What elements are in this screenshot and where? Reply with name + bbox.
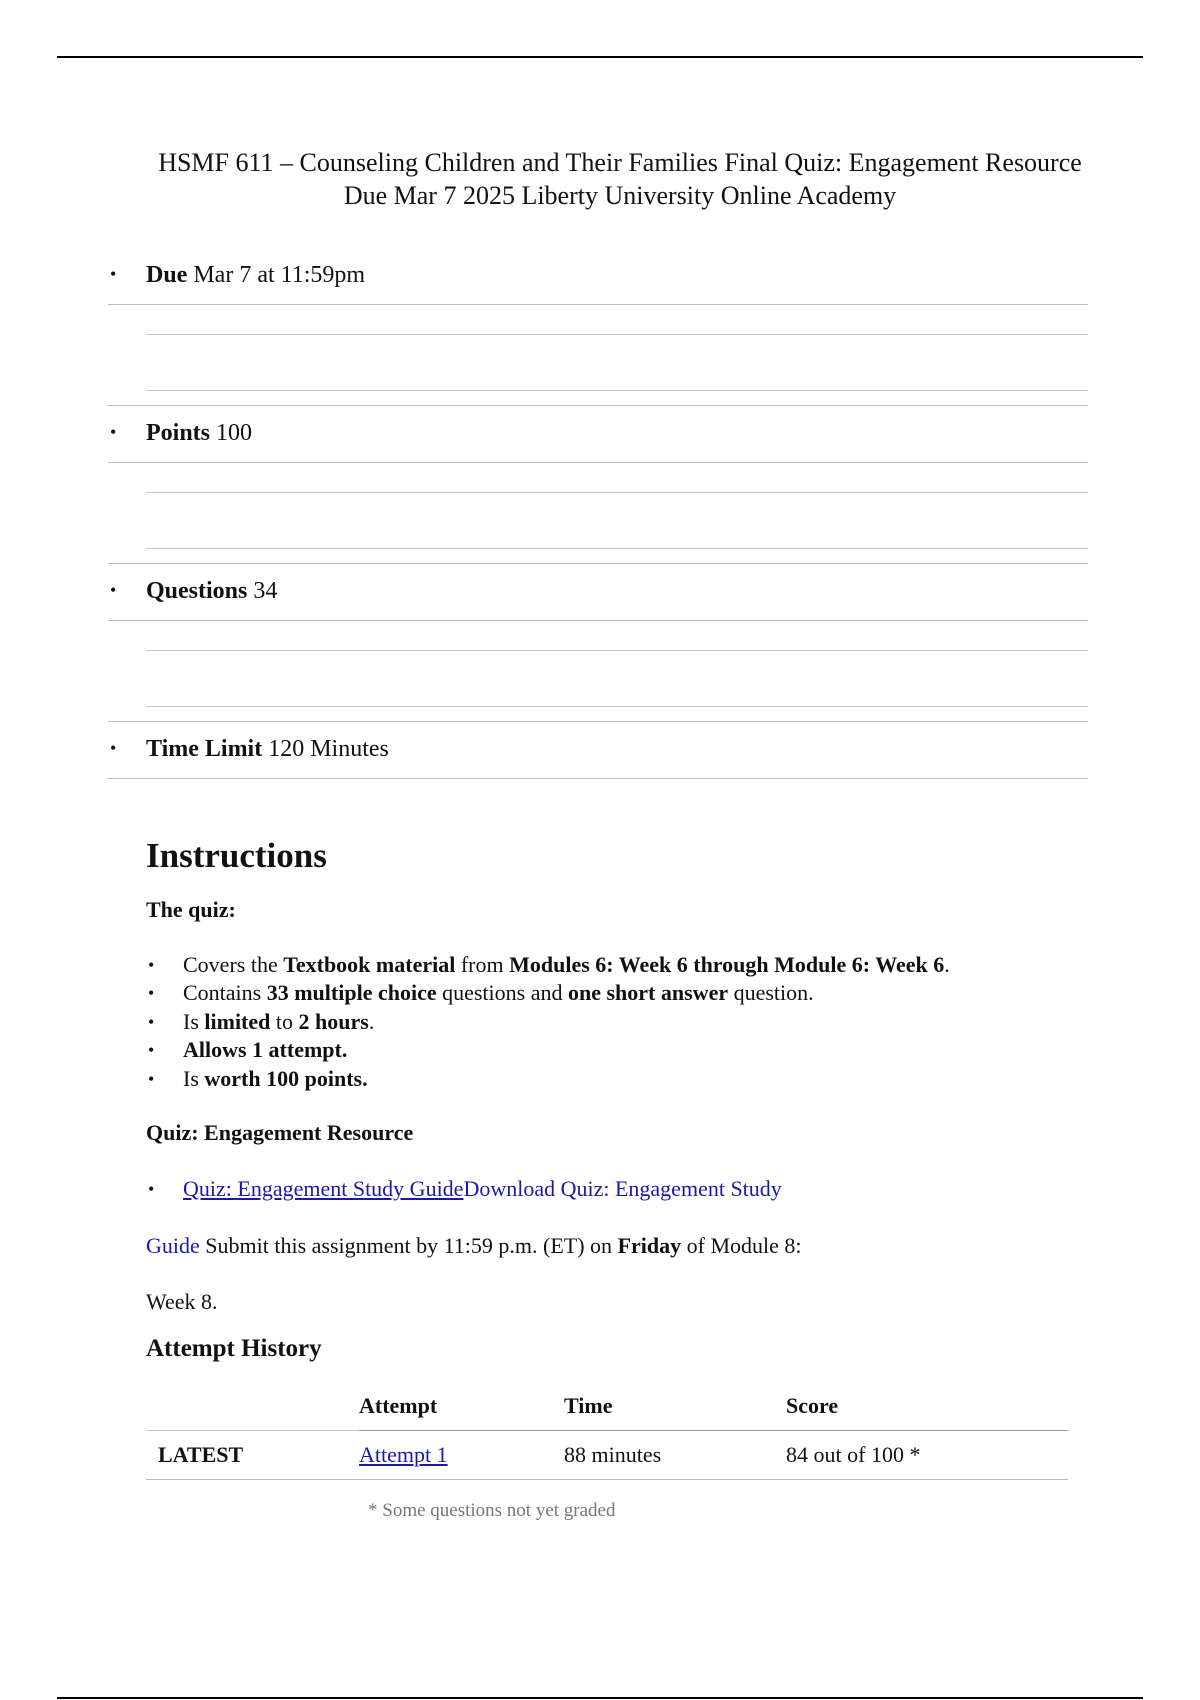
meta-value: 34 — [253, 578, 278, 604]
top-page-rule — [57, 56, 1143, 58]
list-item: • Covers the Textbook material from Modules 6: Week 6 through Module 6: Week 6. — [146, 951, 1096, 979]
col-header-time: Time — [564, 1382, 786, 1431]
meta-row-time-limit — [108, 722, 1088, 779]
meta-value: 100 — [216, 420, 253, 446]
download-study-guide-link-cont[interactable]: Guide — [146, 1233, 200, 1258]
list-item: • Is worth 100 points. — [146, 1065, 1096, 1093]
attempt-time: 88 minutes — [564, 1431, 786, 1480]
col-header-attempt: Attempt — [359, 1382, 564, 1431]
meta-row-questions — [108, 564, 1088, 621]
bullet-icon: • — [110, 580, 117, 600]
meta-spacer — [108, 305, 1088, 406]
table-row — [146, 1431, 1068, 1480]
quiz-rules-list — [146, 951, 1096, 1093]
instructions-section — [146, 836, 1096, 876]
resource-list — [146, 1175, 1096, 1203]
resource-heading: Quiz: Engagement Resource — [146, 1120, 414, 1145]
attempt-1-link[interactable]: Attempt 1 — [359, 1442, 448, 1467]
grading-footnote: * Some questions not yet graded — [368, 1500, 616, 1521]
study-guide-link[interactable]: Quiz: Engagement Study Guide — [183, 1176, 464, 1201]
attempt-status: LATEST — [146, 1431, 359, 1480]
bullet-icon: • — [110, 264, 117, 284]
bullet-icon: • — [110, 738, 117, 758]
meta-label: Questions — [146, 578, 248, 604]
quiz-intro: The quiz: — [146, 897, 236, 922]
meta-label: Time Limit — [146, 736, 263, 762]
download-study-guide-link[interactable]: Download Quiz: Engagement Study — [463, 1176, 782, 1201]
list-item: • Allows 1 attempt. — [146, 1036, 1096, 1064]
submit-instructions: Guide Submit this assignment by 11:59 p.m. (ET) on Friday of Module 8: — [146, 1233, 802, 1258]
meta-spacer — [108, 621, 1088, 722]
quiz-details-list — [108, 248, 1088, 779]
meta-value: 120 Minutes — [268, 736, 389, 762]
title-line-2: Due Mar 7 2025 Liberty University Online Academy — [343, 181, 897, 210]
list-item: • Is limited to 2 hours. — [146, 1008, 1096, 1036]
meta-row-due — [108, 248, 1088, 305]
submit-instructions-line-2: Week 8. — [146, 1289, 218, 1314]
table-header-row — [146, 1382, 1068, 1431]
list-item — [146, 1175, 1096, 1203]
meta-label: Points — [146, 420, 211, 446]
document-title — [80, 146, 1160, 212]
attempt-history-table — [146, 1382, 1068, 1480]
attempt-history-heading: Attempt History — [146, 1335, 322, 1362]
attempt-score: 84 out of 100 * — [786, 1431, 1068, 1480]
col-header-status — [146, 1382, 359, 1431]
meta-spacer — [108, 463, 1088, 564]
bullet-icon: • — [110, 422, 117, 442]
meta-value: Mar 7 at 11:59pm — [193, 262, 366, 288]
col-header-score: Score — [786, 1382, 1068, 1431]
list-item: • Contains 33 multiple choice questions and one short answer question. — [146, 979, 1096, 1007]
meta-row-points — [108, 406, 1088, 463]
title-line-1: HSMF 611 – Counseling Children and Their Families Final Quiz: Engagement Resource — [158, 148, 1082, 177]
instructions-heading: Instructions — [146, 836, 327, 875]
bottom-page-rule — [57, 1697, 1143, 1699]
meta-label: Due — [146, 262, 188, 288]
